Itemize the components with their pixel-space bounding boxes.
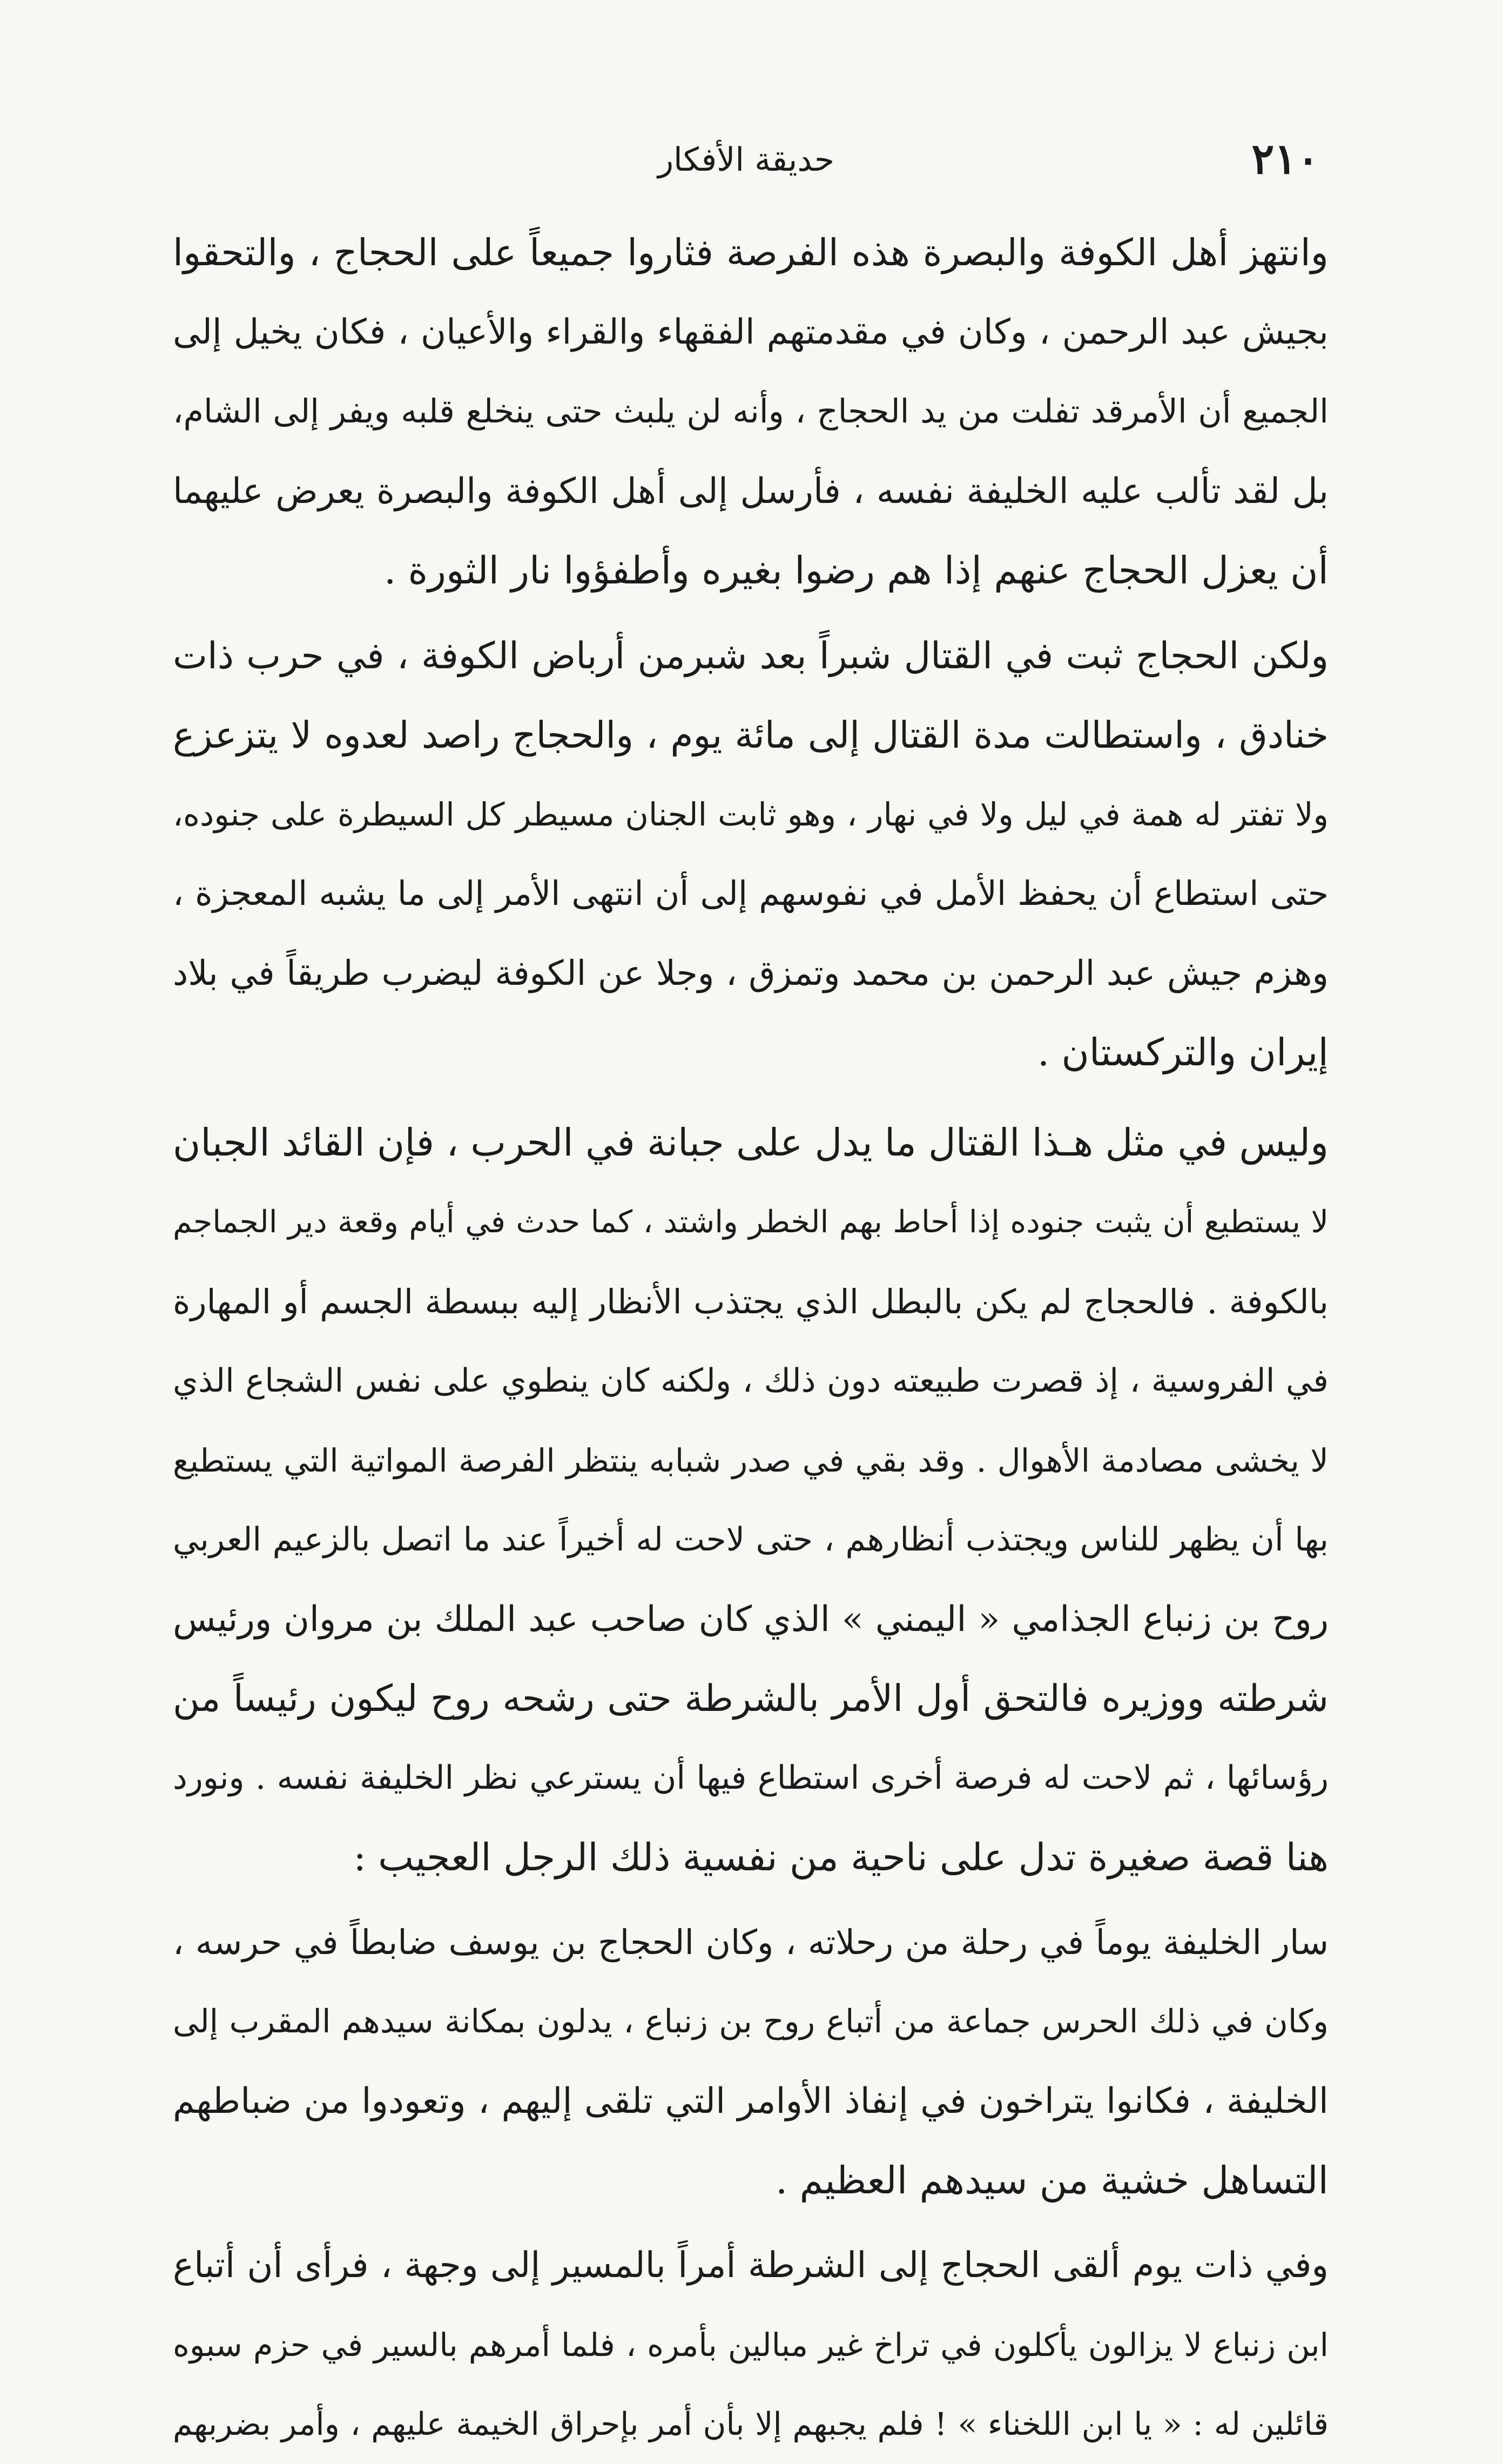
paragraph-1 bbox=[173, 213, 1329, 610]
paragraph-4 bbox=[173, 1903, 1329, 2220]
text-line: ابن زنباع لا يزالون يأكلون في تراخ غير مبالين بأمره ، فلما أمرهم بالسير في حزم سبوه bbox=[173, 2326, 1329, 2364]
text-line: شرطته ووزيره فالتحق أول الأمر بالشرطة حتى رشحه روح ليكون رئيساً من bbox=[173, 1677, 1329, 1720]
text-line: خنادق ، واستطالت مدة القتال إلى مائة يوم ، والحجاج راصد لعدوه لا يتزعزع bbox=[173, 714, 1329, 756]
text-line: في الفروسية ، إذ قصرت طبيعته دون ذلك ، ولكنه كان ينطوي على نفس الشجاع الذي bbox=[173, 1362, 1329, 1400]
paragraph-2 bbox=[173, 616, 1329, 1092]
text-line: وهزم جيش عبد الرحمن بن محمد وتمزق ، وجلا عن الكوفة ليضرب طريقاً في بلاد bbox=[173, 953, 1329, 993]
text-line: الجميع أن الأمرقد تفلت من يد الحجاج ، وأنه لن يلبث حتى ينخلع قلبه ويفر إلى الشام، bbox=[173, 393, 1329, 431]
running-header bbox=[173, 135, 1319, 184]
text-line: روح بن زنباع الجذامي « اليمني » الذي كان صاحب عبد الملك بن مروان ورئيس bbox=[173, 1599, 1329, 1640]
text-line: سار الخليفة يوماً في رحلة من رحلاته ، وكان الحجاج بن يوسف ضابطاً في حرسه ، bbox=[173, 1923, 1329, 1962]
text-line: قائلين له : « يا ابن اللخناء » ! فلم يجبهم إلا بأن أمر بإحراق الخيمة عليهم ، وأمر بضربهم bbox=[173, 2406, 1329, 2442]
text-line: وليس في مثل هـذا القتال ما يدل على جبانة في الحرب ، فإن القائد الجبان bbox=[172, 1120, 1329, 1165]
text-line: وكان في ذلك الحرس جماعة من أتباع روح بن زنباع ، يدلون بمكانة سيدهم المقرب إلى bbox=[173, 2003, 1329, 2040]
text-line: ولا تفتر له همة في ليل ولا في نهار ، وهو ثابت الجنان مسيطر كل السيطرة على جنوده، bbox=[173, 796, 1329, 833]
text-line: بها أن يظهر للناس ويجتذب أنظارهم ، حتى لاحت له أخيراً عند ما اتصل بالزعيم العربي bbox=[173, 1521, 1329, 1559]
text-line: بالكوفة . فالحجاج لم يكن بالبطل الذي يجتذب الأنظار إليه ببسطة الجسم أو المهارة bbox=[173, 1282, 1329, 1321]
text-line: ولكن الحجاج ثبت في القتال شبراً بعد شبرمن أرباض الكوفة ، في حرب ذات bbox=[173, 634, 1329, 677]
text-line: الخليفة ، فكانوا يتراخون في إنفاذ الأوامر التي تلقى إليهم ، وتعودوا من ضباطهم bbox=[173, 2080, 1329, 2121]
text-line: بل لقد تألب عليه الخليفة نفسه ، فأرسل إلى أهل الكوفة والبصرة يعرض عليهما bbox=[173, 471, 1329, 512]
text-line: هنا قصة صغيرة تدل على ناحية من نفسية ذلك الرجل العجيب : bbox=[353, 1835, 1329, 1879]
text-line: رؤسائها ، ثم لاحت له فرصة أخرى استطاع فيها أن يسترعي نظر الخليفة نفسه . ونورد bbox=[173, 1759, 1329, 1797]
text-line: بجيش عبد الرحمن ، وكان في مقدمتهم الفقهاء والقراء والأعيان ، فكان يخيل إلى bbox=[173, 312, 1329, 352]
text-line: أن يعزل الحجاج عنهم إذا هم رضوا بغيره وأطفؤوا نار الثورة . bbox=[383, 548, 1329, 593]
body-text bbox=[173, 213, 1329, 2464]
text-line: لا يستطيع أن يثبت جنوده إذا أحاط بهم الخطر واشتد ، كما حدث في أيام وقعة دير الجماجم bbox=[173, 1204, 1329, 1240]
text-line: التساهل خشية من سيدهم العظيم . bbox=[776, 2158, 1329, 2203]
text-line: وانتهز أهل الكوفة والبصرة هذه الفرصة فثاروا جميعاً على الحجاج ، والتحقوا bbox=[173, 231, 1329, 274]
page-number: ٢١٠ bbox=[1251, 135, 1319, 184]
paragraph-3 bbox=[173, 1103, 1329, 1897]
paragraph-5 bbox=[173, 2226, 1329, 2464]
book-title: حديقة الأفكار bbox=[658, 141, 834, 179]
text-line: لا يخشى مصادمة الأهوال . وقد بقي في صدر شبابه ينتظر الفرصة المواتية التي يستطيع bbox=[173, 1442, 1329, 1479]
text-line: إيران والتركستان . bbox=[1037, 1030, 1329, 1075]
text-line: حتى استطاع أن يحفظ الأمل في نفوسهم إلى أن انتهى الأمر إلى ما يشبه المعجزة ، bbox=[173, 874, 1329, 913]
text-line: وفي ذات يوم ألقى الحجاج إلى الشرطة أمراً بالمسير إلى وجهة ، فرأى أن أتباع bbox=[173, 2245, 1329, 2286]
